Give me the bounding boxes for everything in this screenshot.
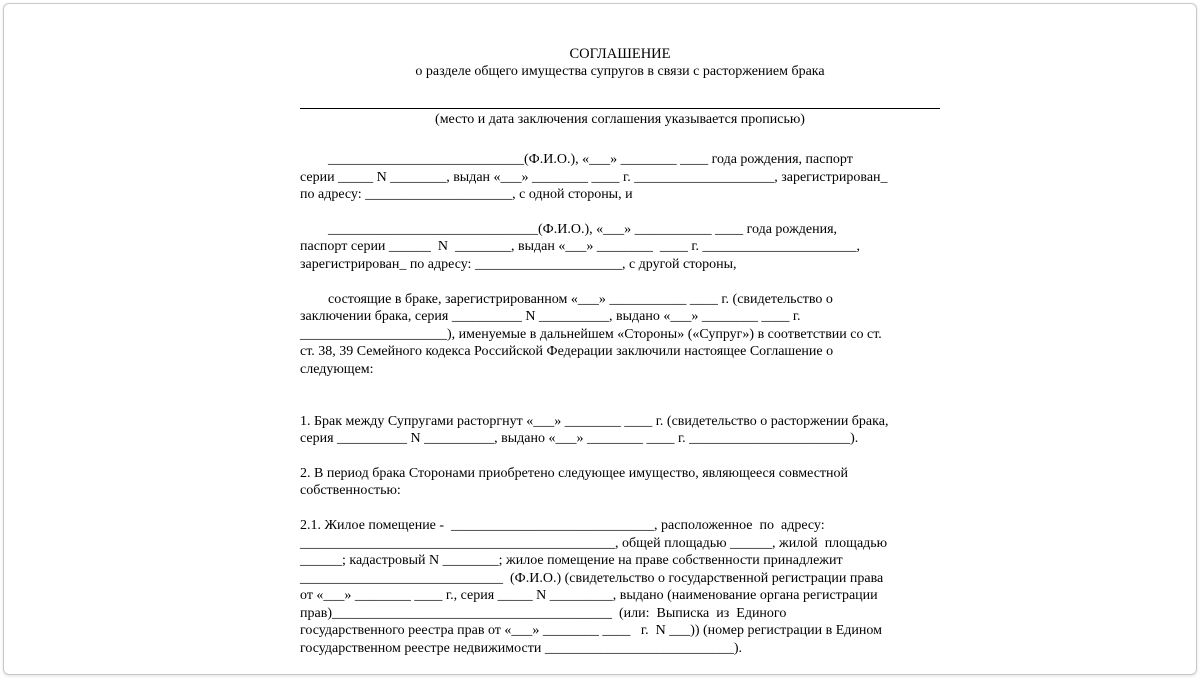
clause-2-1-line: _____________________________________________, общей площадью ______, жилой площадью bbox=[300, 535, 888, 551]
marriage-paragraph bbox=[300, 291, 940, 379]
clause-2 bbox=[300, 465, 940, 500]
document-page bbox=[300, 46, 940, 658]
party-one-paragraph bbox=[300, 151, 940, 204]
place-date-line bbox=[300, 108, 940, 109]
party-one-line: по адресу: _____________________, с одной стороны, и bbox=[300, 187, 633, 203]
marriage-line: ст. 38, 39 Семейного кодекса Российской Федерации заключили настоящее Соглашение о bbox=[300, 344, 834, 360]
clause-1-line: серия __________ N __________, выдано «___» ________ ____ г. _______________________). bbox=[300, 431, 859, 447]
party-one-line: серии _____ N ________, выдан «___» ________ ____ г. ____________________, зарегистрирован_ bbox=[300, 169, 888, 185]
clause-2-line: собственностью: bbox=[300, 483, 401, 499]
marriage-line: состоящие в браке, зарегистрированном «___» ___________ ____ г. (свидетельство о bbox=[300, 291, 833, 307]
party-two-line: зарегистрирован_ по адресу: _____________________, с другой стороны, bbox=[300, 256, 737, 272]
clause-2-line: 2. В период брака Сторонами приобретено следующее имущество, являющееся совместной bbox=[300, 465, 849, 481]
clause-2-1-line: прав)________________________________________ (или: Выписка из Единого bbox=[300, 605, 787, 621]
document-viewer bbox=[3, 3, 1197, 675]
party-two-line: ______________________________(Ф.И.О.), «___» ___________ ____ года рождения, bbox=[300, 221, 838, 237]
clause-1 bbox=[300, 413, 940, 448]
party-one-line: ____________________________(Ф.И.О.), «___» ________ ____ года рождения, паспорт bbox=[300, 152, 853, 167]
marriage-line: _____________________), именуемые в дальнейшем «Стороны» («Супруг») в соответствии со ст. bbox=[300, 326, 882, 342]
clause-2-1-line: от «___» ________ ____ г., серия _____ N _________, выдано (наименование органа регистрации bbox=[300, 588, 878, 604]
clause-2-1-line: государственного реестра прав от «___» ________ ____ г. N ___)) (номер регистрации в Едином bbox=[300, 623, 882, 639]
clause-2-1 bbox=[300, 517, 940, 658]
place-date-note: (место и дата заключения соглашения указывается прописью) bbox=[435, 112, 805, 127]
party-two-line: паспорт серии ______ N ________, выдан «___» ________ ____ г. ______________________, bbox=[300, 239, 861, 255]
document-subtitle: о разделе общего имущества супругов в связи с расторжением брака bbox=[415, 64, 825, 79]
clause-2-1-line: _____________________________ (Ф.И.О.) (свидетельство о государственной регистрации права bbox=[300, 570, 884, 586]
clause-2-1-line: 2.1. Жилое помещение - _____________________________, расположенное по адресу: bbox=[300, 517, 825, 533]
document-title: СОГЛАШЕНИЕ bbox=[569, 46, 671, 62]
party-two-paragraph bbox=[300, 221, 940, 274]
marriage-line: заключении брака, серия __________ N __________, выдано «___» ________ ____ г. bbox=[300, 309, 801, 325]
clause-2-1-line: ______; кадастровый N ________; жилое помещение на праве собственности принадлежит bbox=[300, 553, 843, 569]
marriage-line: следующем: bbox=[300, 361, 374, 377]
clause-2-1-line: государственном реестре недвижимости ___________________________). bbox=[300, 641, 742, 657]
clause-1-line: 1. Брак между Супругами расторгнут «___» ________ ____ г. (свидетельство о расторжении брака, bbox=[300, 413, 889, 429]
